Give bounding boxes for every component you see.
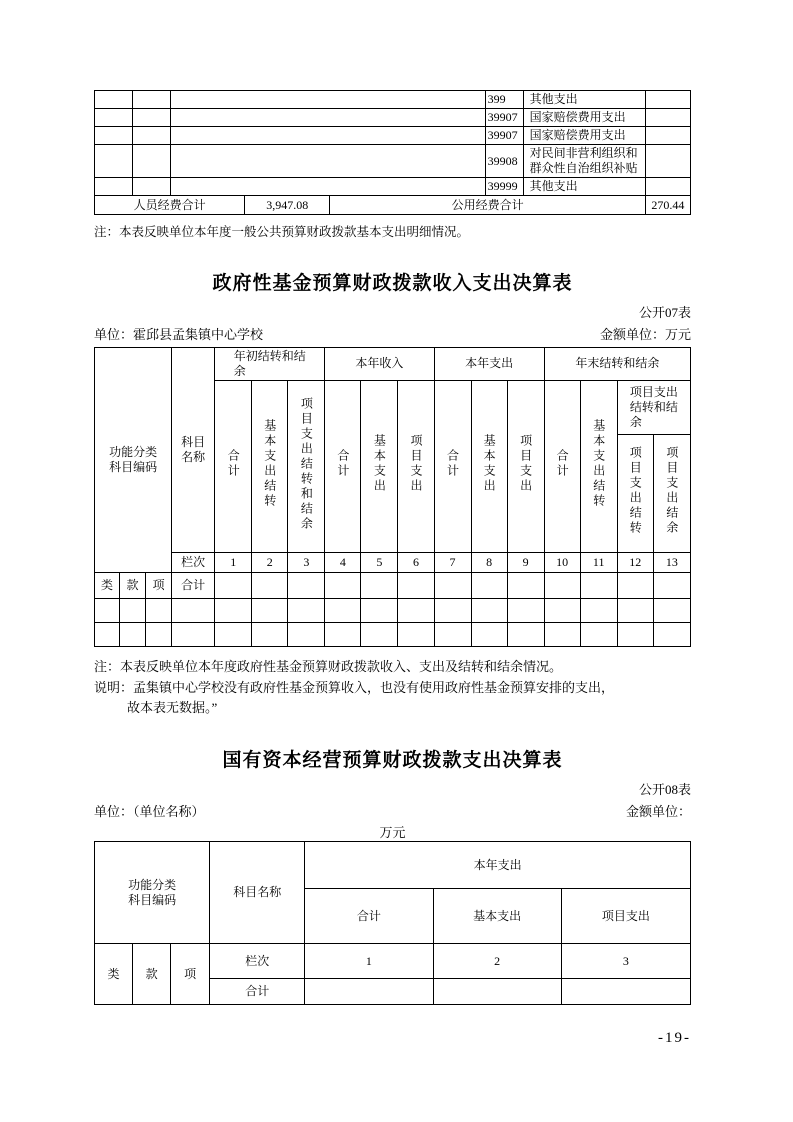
amount-cell bbox=[617, 572, 653, 598]
subject-name-header bbox=[172, 347, 215, 552]
col-index: 5 bbox=[361, 552, 398, 572]
empty-cell bbox=[471, 622, 507, 646]
col-header: 基本支出 bbox=[471, 380, 507, 552]
col-index: 13 bbox=[653, 552, 690, 572]
amount-cell bbox=[561, 979, 690, 1005]
section-cell: 款 bbox=[120, 572, 146, 598]
subject-name: 对民间非营利组织和群众性自治组织补贴 bbox=[523, 145, 645, 178]
total-row bbox=[95, 572, 691, 598]
subject-name-header: 科目名称 bbox=[210, 842, 305, 944]
col-index: 3 bbox=[561, 944, 690, 979]
basic-expense-table bbox=[94, 90, 691, 215]
empty-cell bbox=[288, 598, 325, 622]
empty-cell bbox=[133, 109, 171, 127]
table-row bbox=[95, 127, 691, 145]
col-index: 11 bbox=[580, 552, 617, 572]
empty-cell bbox=[252, 622, 288, 646]
empty-cell bbox=[580, 598, 617, 622]
subject-code: 39999 bbox=[485, 178, 523, 196]
empty-cell bbox=[95, 145, 133, 178]
group-header-row bbox=[95, 842, 691, 889]
amount-cell bbox=[471, 572, 507, 598]
subject-code: 39908 bbox=[485, 145, 523, 178]
section-cell: 款 bbox=[133, 944, 171, 1005]
amount-cell bbox=[653, 572, 690, 598]
func-code-header bbox=[95, 347, 172, 572]
column-index-row bbox=[95, 552, 691, 572]
total-label-cell: 合计 bbox=[172, 572, 215, 598]
fund-table-explanation-cont: 故本表无数据。” bbox=[127, 700, 218, 716]
empty-cell bbox=[172, 598, 215, 622]
col-index: 1 bbox=[215, 552, 252, 572]
subject-name: 其他支出 bbox=[523, 178, 645, 196]
item-cell: 项 bbox=[171, 944, 210, 1005]
subject-name: 其他支出 bbox=[523, 91, 645, 109]
col-header: 项目支出结余 bbox=[653, 434, 690, 552]
func-code-label: 功能分类科目编码 bbox=[109, 444, 158, 474]
empty-cell bbox=[95, 622, 120, 646]
item-cell: 项 bbox=[146, 572, 172, 598]
fund-table-explanation: 说明：孟集镇中心学校没有政府性基金预算收入，也没有使用政府性基金预算安排的支出， bbox=[94, 679, 615, 695]
empty-cell bbox=[617, 622, 653, 646]
col-index: 2 bbox=[433, 944, 561, 979]
col-header: 项目支出 bbox=[507, 380, 544, 552]
col-header: 项目支出结转和结余 bbox=[288, 380, 325, 552]
empty-cell bbox=[95, 178, 133, 196]
empty-cell bbox=[361, 598, 398, 622]
capital-amount-unit-value: 万元 bbox=[379, 825, 406, 841]
group-header-closing-balance: 年末结转和结余 bbox=[544, 347, 690, 380]
totals-row bbox=[95, 196, 691, 215]
subject-code: 39907 bbox=[485, 127, 523, 145]
capital-table-title: 国有资本经营预算财政拨款支出决算表 bbox=[222, 750, 563, 772]
amount-cell bbox=[580, 572, 617, 598]
personnel-total-value: 3,947.08 bbox=[245, 196, 330, 215]
class-cell: 类 bbox=[95, 572, 120, 598]
fund-budget-table bbox=[94, 347, 691, 647]
public-total-label: 公用经费合计 bbox=[330, 196, 646, 215]
table-row bbox=[95, 178, 691, 196]
empty-cell bbox=[507, 622, 544, 646]
col-header: 项目支出结转 bbox=[617, 434, 653, 552]
empty-cell bbox=[471, 598, 507, 622]
amount-cell bbox=[507, 572, 544, 598]
empty-cell bbox=[325, 622, 361, 646]
empty-cell bbox=[172, 622, 215, 646]
page-content bbox=[94, 0, 691, 1047]
col-index: 2 bbox=[252, 552, 288, 572]
amount-cell bbox=[252, 572, 288, 598]
col-index: 10 bbox=[544, 552, 580, 572]
empty-cell bbox=[617, 598, 653, 622]
capital-unit-label: 单位：（单位名称） bbox=[94, 804, 205, 820]
empty-cell bbox=[120, 622, 146, 646]
empty-row bbox=[95, 622, 691, 646]
state-capital-table bbox=[94, 841, 691, 1005]
capital-info-row bbox=[94, 801, 691, 820]
empty-cell bbox=[434, 622, 471, 646]
empty-cell bbox=[171, 178, 486, 196]
group-header-year-expense: 本年支出 bbox=[305, 842, 691, 889]
subject-name: 国家赔偿费用支出 bbox=[523, 109, 645, 127]
column-index-row bbox=[95, 944, 691, 979]
empty-cell bbox=[146, 622, 172, 646]
subject-name-label: 科目名称 bbox=[181, 434, 206, 464]
amount-cell bbox=[361, 572, 398, 598]
subgroup-header-project-carryover: 项目支出结转和结余 bbox=[617, 380, 690, 434]
col-header: 基本支出 bbox=[433, 889, 561, 944]
empty-cell bbox=[171, 127, 486, 145]
col-index: 9 bbox=[507, 552, 544, 572]
subject-code: 399 bbox=[485, 91, 523, 109]
page-number: -19- bbox=[658, 1030, 691, 1047]
amount-cell bbox=[398, 572, 434, 598]
empty-cell bbox=[133, 145, 171, 178]
personnel-total-label: 人员经费合计 bbox=[95, 196, 245, 215]
col-index: 4 bbox=[325, 552, 361, 572]
fund-doc-number: 公开07表 bbox=[638, 304, 691, 320]
empty-cell bbox=[146, 598, 172, 622]
empty-cell bbox=[398, 622, 434, 646]
empty-row bbox=[95, 598, 691, 622]
amount-cell bbox=[288, 572, 325, 598]
empty-cell bbox=[215, 622, 252, 646]
empty-cell bbox=[133, 127, 171, 145]
empty-cell bbox=[398, 598, 434, 622]
empty-cell bbox=[361, 622, 398, 646]
col-index: 12 bbox=[617, 552, 653, 572]
capital-amount-unit-label: 金额单位： bbox=[625, 804, 691, 820]
empty-cell bbox=[325, 598, 361, 622]
func-code-header: 功能分类科目编码 bbox=[95, 842, 210, 944]
col-index: 8 bbox=[471, 552, 507, 572]
table-row bbox=[95, 109, 691, 127]
amount-cell bbox=[544, 572, 580, 598]
empty-cell bbox=[215, 598, 252, 622]
empty-cell bbox=[171, 91, 486, 109]
table-row bbox=[95, 91, 691, 109]
col-index-label: 栏次 bbox=[210, 944, 305, 979]
empty-cell bbox=[171, 145, 486, 178]
subject-code: 39907 bbox=[485, 109, 523, 127]
fund-unit-label: 单位：霍邱县孟集镇中心学校 bbox=[94, 326, 264, 342]
empty-cell bbox=[580, 622, 617, 646]
group-header-row bbox=[95, 347, 691, 380]
fund-table-title: 政府性基金预算财政拨款收入支出决算表 bbox=[212, 272, 573, 294]
group-header-year-income: 本年收入 bbox=[325, 347, 434, 380]
col-header: 基本支出结转 bbox=[580, 380, 617, 552]
col-header: 基本支出 bbox=[361, 380, 398, 552]
col-header: 合计 bbox=[544, 380, 580, 552]
subject-name: 国家赔偿费用支出 bbox=[523, 127, 645, 145]
col-index: 7 bbox=[434, 552, 471, 572]
col-header: 基本支出结转 bbox=[252, 380, 288, 552]
amount-cell bbox=[645, 127, 690, 145]
empty-cell bbox=[653, 622, 690, 646]
empty-cell bbox=[171, 109, 486, 127]
empty-cell bbox=[544, 598, 580, 622]
col-index-label: 栏次 bbox=[172, 552, 215, 572]
col-index: 6 bbox=[398, 552, 434, 572]
fund-amount-unit-label: 金额单位：万元 bbox=[599, 326, 691, 342]
empty-cell bbox=[95, 598, 120, 622]
fund-table-notes bbox=[94, 657, 691, 719]
empty-cell bbox=[133, 91, 171, 109]
col-header: 合计 bbox=[305, 889, 433, 944]
col-index: 3 bbox=[288, 552, 325, 572]
empty-cell bbox=[95, 91, 133, 109]
empty-cell bbox=[252, 598, 288, 622]
col-header: 合计 bbox=[325, 380, 361, 552]
empty-cell bbox=[434, 598, 471, 622]
empty-cell bbox=[544, 622, 580, 646]
col-header: 项目支出 bbox=[398, 380, 434, 552]
amount-cell bbox=[433, 979, 561, 1005]
amount-cell bbox=[215, 572, 252, 598]
col-header: 合计 bbox=[215, 380, 252, 552]
amount-cell bbox=[645, 145, 690, 178]
fund-table-note: 注：本表反映单位本年度政府性基金预算财政拨款收入、支出及结转和结余情况。 bbox=[94, 658, 563, 674]
total-label-cell: 合计 bbox=[210, 979, 305, 1005]
amount-cell bbox=[305, 979, 433, 1005]
empty-cell bbox=[120, 598, 146, 622]
col-header: 合计 bbox=[434, 380, 471, 552]
public-total-value: 270.44 bbox=[645, 196, 690, 215]
class-cell: 类 bbox=[95, 944, 133, 1005]
empty-cell bbox=[133, 178, 171, 196]
empty-cell bbox=[653, 598, 690, 622]
amount-cell bbox=[645, 109, 690, 127]
amount-cell bbox=[434, 572, 471, 598]
amount-cell bbox=[325, 572, 361, 598]
empty-cell bbox=[288, 622, 325, 646]
group-header-opening-balance: 年初结转和结余 bbox=[215, 347, 325, 380]
col-header: 项目支出 bbox=[561, 889, 690, 944]
amount-cell bbox=[645, 91, 690, 109]
capital-doc-number: 公开08表 bbox=[638, 782, 691, 798]
empty-cell bbox=[507, 598, 544, 622]
group-header-year-expense: 本年支出 bbox=[434, 347, 544, 380]
col-index: 1 bbox=[305, 944, 433, 979]
basic-expense-note: 注：本表反映单位本年度一般公共预算财政拨款基本支出明细情况。 bbox=[94, 225, 470, 239]
amount-cell bbox=[645, 178, 690, 196]
table-row bbox=[95, 145, 691, 178]
empty-cell bbox=[95, 127, 133, 145]
fund-info-row bbox=[94, 324, 691, 343]
empty-cell bbox=[95, 109, 133, 127]
